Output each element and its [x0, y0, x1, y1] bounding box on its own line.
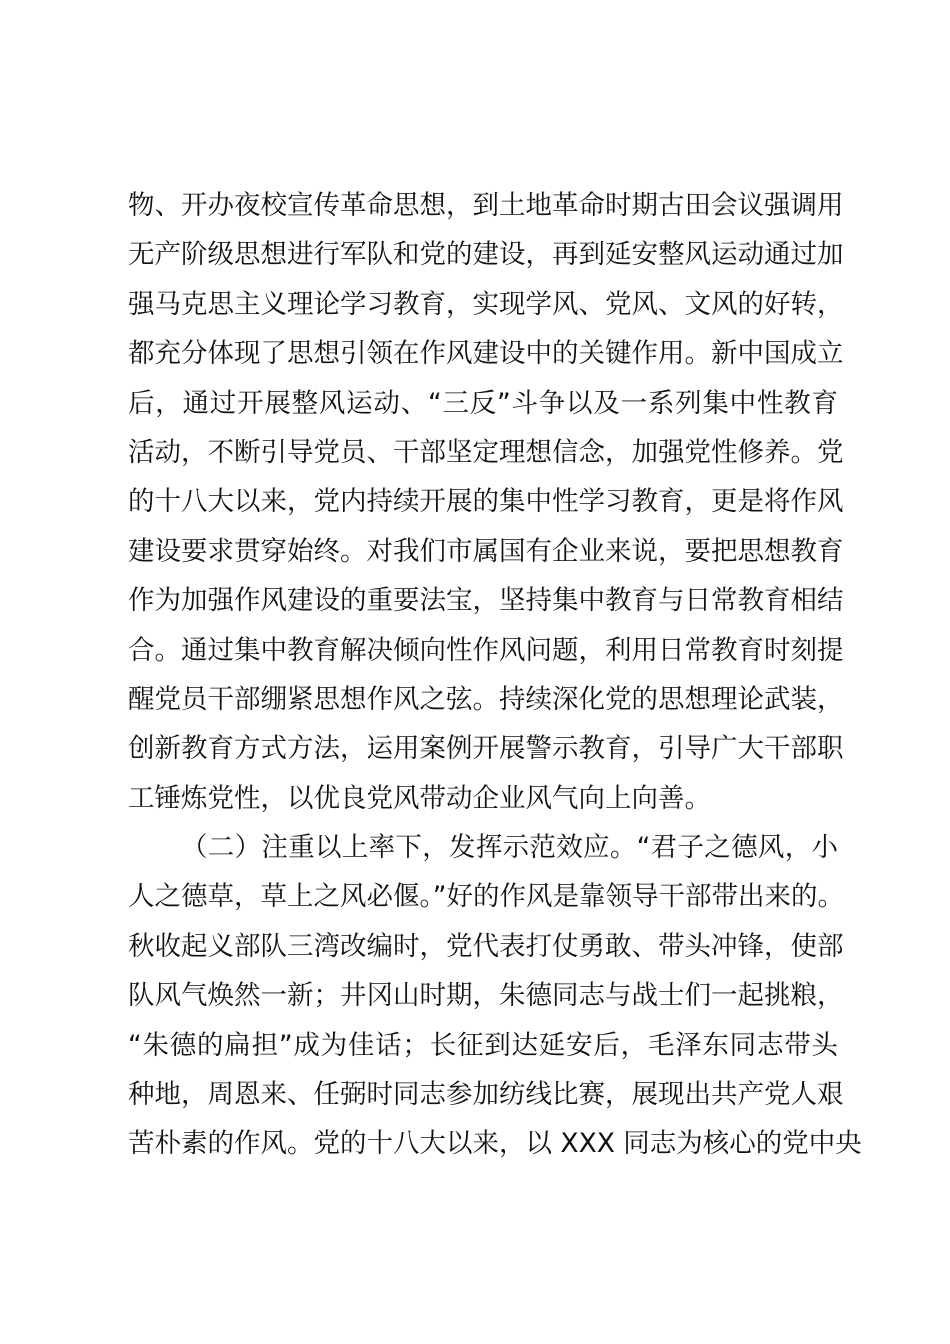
text-line: 无产阶级思想进行军队和党的建设，再到延安整风运动通过加	[128, 239, 844, 271]
text-line: 的十八大以来，党内持续开展的集中性学习教育，更是将作风	[128, 486, 844, 518]
text-line: 秋收起义部队三湾改编时，党代表打仗勇敢、带头冲锋，使部	[128, 930, 844, 962]
text-line: 种地，周恩来、任弼时同志参加纺线比赛，展现出共产党人艰	[128, 1079, 844, 1111]
text-line: “朱德的扁担”成为佳话；长征到达延安后，毛泽东同志带头	[128, 1029, 838, 1061]
text-line: 作为加强作风建设的重要法宝，坚持集中教育与日常教育相结	[128, 585, 844, 617]
text-line: 人之德草，草上之风必偃。”好的作风是靠领导干部带出来的。	[128, 881, 844, 913]
text-line: 队风气焕然一新；井冈山时期，朱德同志与战士们一起挑粮，	[128, 980, 844, 1012]
text-line: 强马克思主义理论学习教育，实现学风、党风、文风的好转，	[128, 288, 844, 320]
text-line: 都充分体现了思想引领在作风建设中的关键作用。新中国成立	[128, 338, 844, 370]
body-text	[128, 181, 862, 1169]
text-line: 后，通过开展整风运动、“三反”斗争以及一系列集中性教育	[128, 387, 838, 419]
section-heading-line: （二）注重以上率下，发挥示范效应。“君子之德风，小	[181, 832, 838, 864]
text-line: 活动，不断引导党员、干部坚定理想信念，加强党性修养。党	[128, 436, 844, 468]
text-line: 创新教育方式方法，运用案例开展警示教育，引导广大干部职	[128, 733, 844, 765]
text-line: 苦朴素的作风。党的十八大以来，以 XXX 同志为核心的党中央	[128, 1128, 862, 1160]
text-line: 物、开办夜校宣传革命思想，到土地革命时期古田会议强调用	[128, 190, 844, 221]
text-line: 醒党员干部绷紧思想作风之弦。持续深化党的思想理论武装，	[128, 683, 844, 715]
text-line-paragraph-end: 工锤炼党性，以优良党风带动企业风气向上向善。	[128, 782, 711, 814]
text-line: 合。通过集中教育解决倾向性作风问题，利用日常教育时刻提	[128, 634, 844, 666]
text-line: 建设要求贯穿始终。对我们市属国有企业来说，要把思想教育	[128, 535, 844, 567]
